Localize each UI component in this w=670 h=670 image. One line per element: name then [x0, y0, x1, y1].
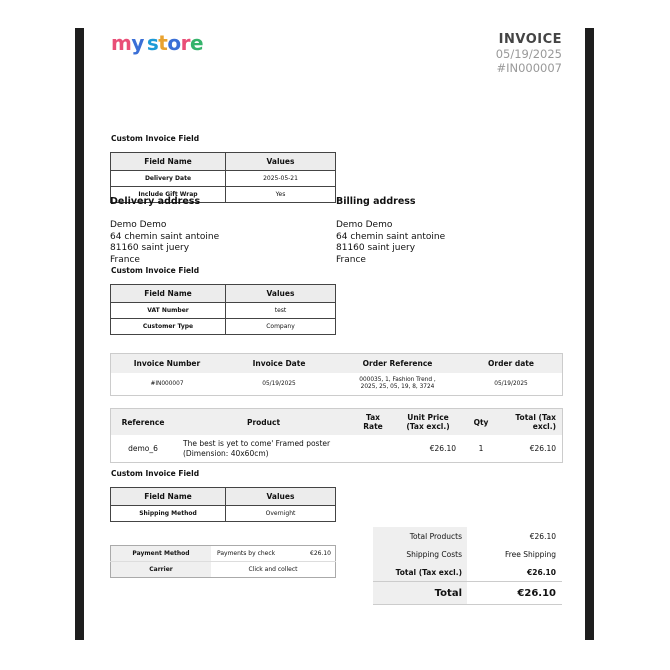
invoice-number-header: Invoice Number — [111, 354, 224, 374]
values-header: Values — [226, 488, 336, 506]
billing-address — [336, 220, 445, 266]
page-border-right — [585, 28, 594, 640]
table-row — [373, 582, 562, 605]
order-date-header: Order date — [460, 354, 563, 374]
delivery-address-line: 81160 saint juery — [110, 243, 190, 253]
custom-fields-table-3 — [110, 487, 336, 522]
tax-rate-header: Tax Rate — [352, 409, 394, 436]
table-row — [111, 562, 336, 578]
shipping-costs-label: Shipping Costs — [373, 545, 467, 563]
delivery-address-line: France — [110, 254, 140, 265]
product-total: €26.10 — [529, 443, 556, 453]
table-row — [373, 527, 562, 545]
billing-address-line: 81160 saint juery — [336, 243, 416, 253]
product-tax-rate — [352, 435, 394, 463]
table-row — [111, 435, 563, 463]
invoice-date-header: Invoice Date — [223, 354, 335, 374]
order-info-table — [110, 353, 563, 396]
invoice-number: #IN000007 — [496, 61, 562, 75]
billing-address-line: Demo Demo — [336, 220, 393, 230]
logo-letter: y — [131, 31, 144, 55]
invoice-date-cell: 05/19/2025 — [262, 380, 296, 387]
grand-total-label: Total — [373, 582, 467, 605]
total-header: Total (Tax excl.) — [500, 409, 563, 436]
product-name: The best is yet to come' Framed poster (Dimension: 40x60cm) — [183, 439, 331, 458]
page-border-left — [75, 28, 84, 640]
invoice-title: INVOICE — [498, 32, 562, 47]
payment-table — [110, 545, 336, 578]
order-reference-header: Order Reference — [335, 354, 460, 374]
table-row — [111, 506, 336, 522]
custom-invoice-field-label: Custom Invoice Field — [111, 266, 200, 275]
carrier-label: Carrier — [111, 562, 212, 578]
table-row — [373, 563, 562, 582]
custom-invoice-field-label: Custom Invoice Field — [111, 134, 200, 143]
field-value: Yes — [226, 187, 336, 203]
billing-address-line: France — [336, 254, 366, 265]
invoice-number-cell: #IN000007 — [150, 380, 184, 387]
table-row — [111, 319, 336, 335]
total-tax-excl-label: Total (Tax excl.) — [373, 563, 467, 582]
product-header: Product — [175, 409, 352, 436]
table-row — [111, 546, 336, 562]
field-value: test — [226, 303, 336, 319]
carrier-value: Click and collect — [248, 566, 298, 573]
products-table — [110, 408, 563, 463]
delivery-address-line: Demo Demo — [110, 220, 167, 230]
shipping-costs-value: Free Shipping — [504, 549, 556, 559]
table-row — [111, 373, 563, 396]
values-header: Values — [226, 153, 336, 171]
logo-letter: r — [180, 31, 190, 55]
product-qty: 1 — [478, 443, 484, 453]
table-row — [111, 303, 336, 319]
table-row — [373, 545, 562, 563]
grand-total-value: €26.10 — [517, 587, 556, 599]
field-name-header: Field Name — [111, 153, 226, 171]
field-value: 2025-05-21 — [226, 171, 336, 187]
field-name: Shipping Method — [111, 506, 226, 522]
logo-letter: o — [167, 31, 181, 55]
total-products-label: Total Products — [373, 527, 467, 545]
delivery-address — [110, 220, 219, 266]
reference-header: Reference — [111, 409, 176, 436]
totals-table — [373, 527, 562, 605]
invoice-header — [496, 32, 562, 75]
logo-letter: m — [111, 31, 132, 55]
product-reference: demo_6 — [128, 443, 158, 453]
field-name: VAT Number — [111, 303, 226, 319]
total-products-value: €26.10 — [529, 531, 556, 541]
field-name: Include Gift Wrap — [111, 187, 226, 203]
field-value: Overnight — [226, 506, 336, 522]
field-name-header: Field Name — [111, 488, 226, 506]
product-unit-price: €26.10 — [429, 443, 456, 453]
order-reference-cell: 000035, 1, Fashion Trend , 2025, 25, 05, 19, 8, 3724 — [359, 377, 436, 390]
delivery-address-line: 64 chemin saint antoine — [110, 231, 220, 242]
field-name: Delivery Date — [111, 171, 226, 187]
billing-address-line: 64 chemin saint antoine — [336, 231, 446, 242]
custom-invoice-field-label: Custom Invoice Field — [111, 469, 200, 478]
store-logo — [111, 31, 203, 55]
table-row — [111, 171, 336, 187]
custom-fields-table-2 — [110, 284, 336, 335]
payment-method-amount: €26.10 — [310, 550, 331, 557]
logo-letter: s — [146, 31, 159, 55]
logo-letter: t — [158, 31, 168, 55]
invoice-date: 05/19/2025 — [495, 47, 562, 61]
values-header: Values — [226, 285, 336, 303]
billing-address-title: Billing address — [336, 196, 416, 207]
order-date-cell: 05/19/2025 — [494, 380, 528, 387]
field-value: Company — [226, 319, 336, 335]
logo-letter: e — [189, 31, 204, 55]
delivery-address-title: Delivery address — [110, 196, 201, 207]
payment-method-value: Payments by check — [217, 550, 276, 557]
unit-price-header: Unit Price (Tax excl.) — [394, 409, 462, 436]
field-name-header: Field Name — [111, 285, 226, 303]
total-tax-excl-value: €26.10 — [527, 567, 556, 577]
qty-header: Qty — [462, 409, 500, 436]
field-name: Customer Type — [111, 319, 226, 335]
payment-method-label: Payment Method — [111, 546, 212, 562]
